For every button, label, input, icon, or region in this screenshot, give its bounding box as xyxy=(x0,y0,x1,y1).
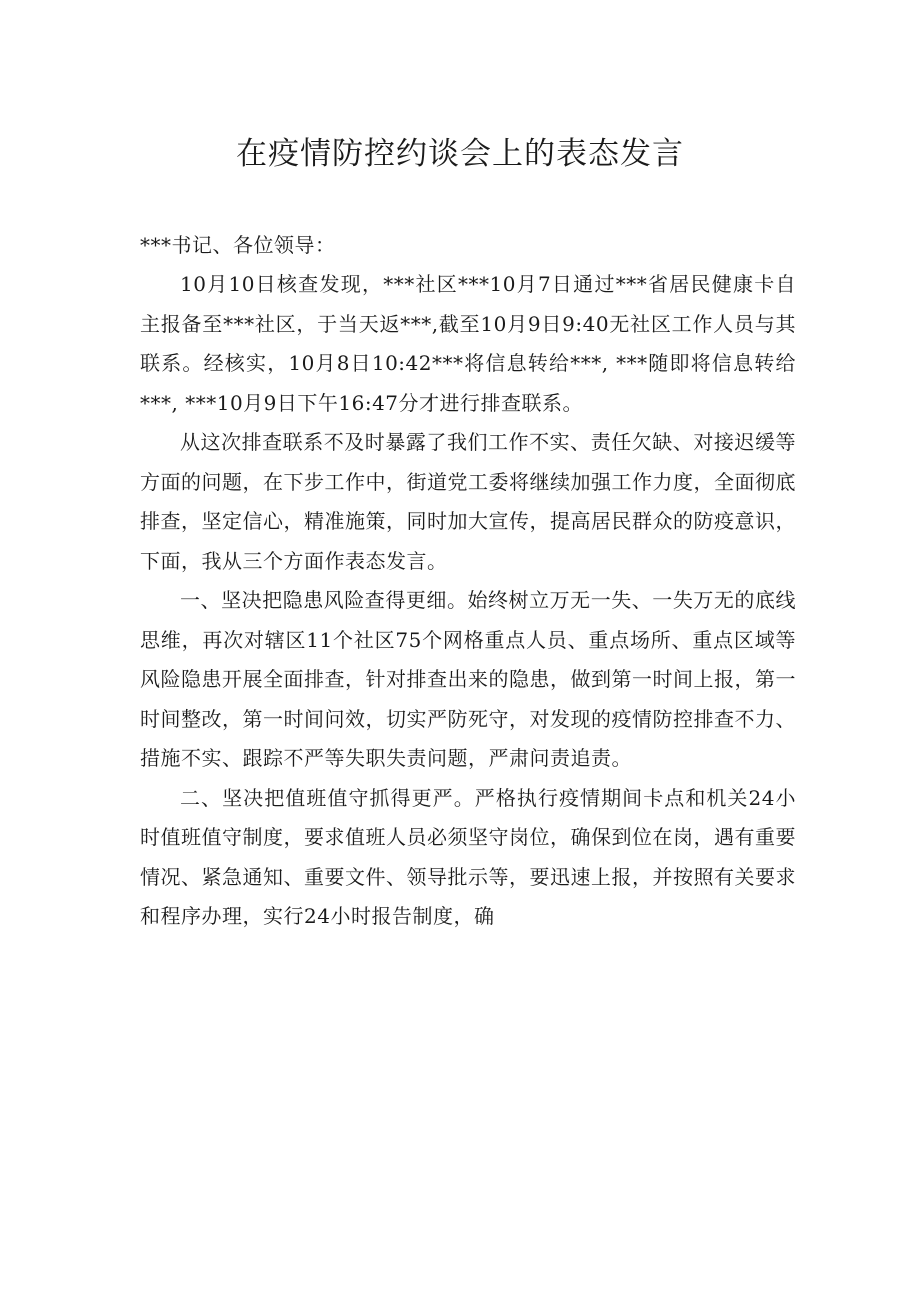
document-title: 在疫情防控约谈会上的表态发言 xyxy=(236,136,684,172)
paragraph-point-one: 一、坚决把隐患风险查得更细。始终树立万无一失、一失万无的底线思维，再次对辖区11个社区75个网格重点人员、重点场所、重点区域等风险隐患开展全面排查，针对排查出来的隐患，做到第一时间上报，第一时间整改，第一时间问效，切实严防死守，对发现的疫情防控排查不力、措施不实、跟踪不严等失职失责问题，严肃问责追责。 xyxy=(140,588,796,770)
document-body xyxy=(140,226,796,937)
salutation: ***书记、各位领导： xyxy=(140,233,336,257)
paragraph-incident: 10月10日核查发现，***社区***10月7日通过***省居民健康卡自主报备至***社区，于当天返***,截至10月9日9:40无社区工作人员与其联系。经核实，10月8日10:42***将信息转给***, ***随即将信息转给***, ***10月9日下午16:47分才进行排查联系。 xyxy=(140,272,796,415)
paragraph-reflection: 从这次排查联系不及时暴露了我们工作不实、责任欠缺、对接迟缓等方面的问题，在下步工作中，街道党工委将继续加强工作力度，全面彻底排查，坚定信心，精准施策，同时加大宣传，提高居民群众的防疫意识，下面，我从三个方面作表态发言。 xyxy=(140,430,796,573)
paragraph-point-two: 二、坚决把值班值守抓得更严。严格执行疫情期间卡点和机关24小时值班值守制度，要求值班人员必须坚守岗位，确保到位在岗，遇有重要情况、紧急通知、重要文件、领导批示等，要迅速上报，并按照有关要求和程序办理，实行24小时报告制度，确 xyxy=(140,785,796,928)
